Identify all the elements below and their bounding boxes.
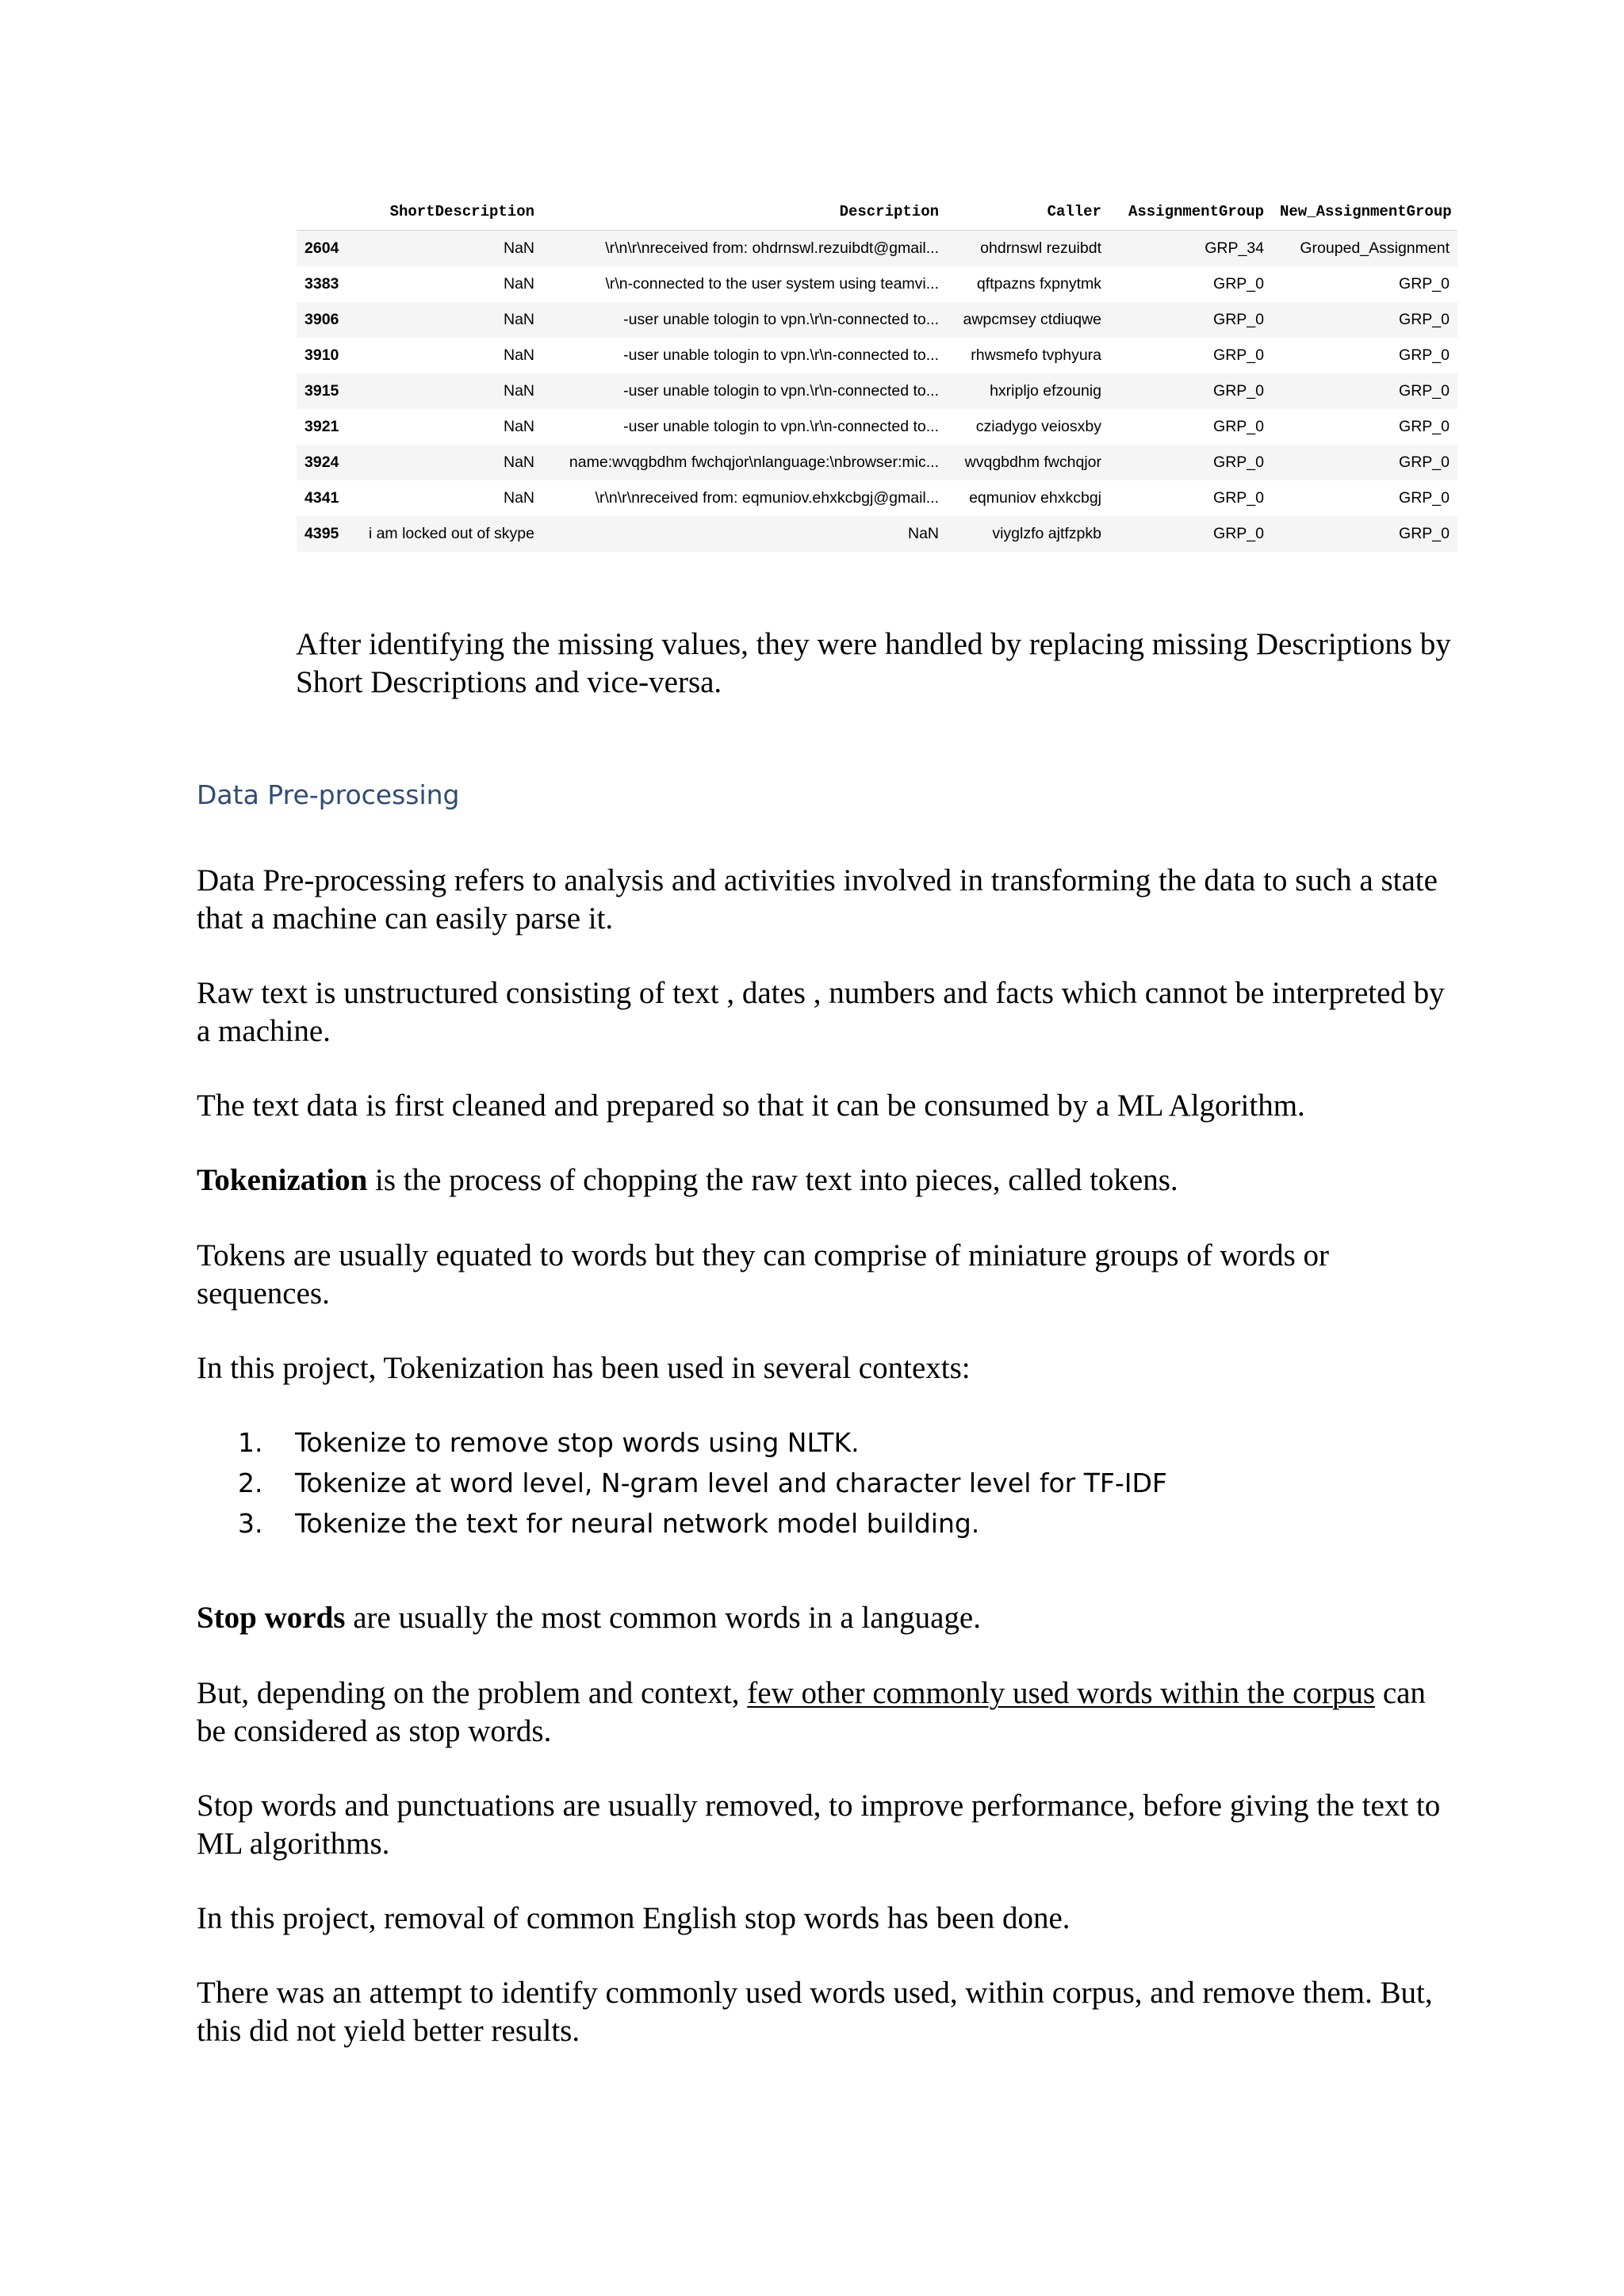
header-row [297, 193, 1457, 231]
cell-shortdescription: NaN [503, 311, 534, 328]
list-item [238, 1463, 1167, 1503]
table-row [297, 373, 1457, 409]
cell-caller: rhwsmefo tvphyura [971, 346, 1101, 364]
paragraph-stop-words [197, 1599, 1450, 1637]
table-row [297, 516, 1457, 552]
list-item-text: Tokenize at word level, N-gram level and character level for TF-IDF [295, 1468, 1167, 1498]
cell-description: \r\n\r\nreceived from: ohdrnswl.rezuibdt@gmail... [605, 239, 939, 257]
cell-new-assignmentgroup: GRP_0 [1399, 453, 1450, 471]
cell-shortdescription: NaN [503, 275, 534, 293]
cell-shortdescription: NaN [503, 346, 534, 364]
cell-assignmentgroup: GRP_0 [1213, 275, 1264, 293]
paragraph-tokenization [197, 1161, 1450, 1200]
cell-assignmentgroup: GRP_0 [1213, 525, 1264, 542]
row-index: 3921 [304, 418, 339, 435]
cell-caller: wvqgbdhm fwchqjor [964, 453, 1101, 471]
cell-new-assignmentgroup: GRP_0 [1399, 346, 1450, 364]
cell-assignmentgroup: GRP_0 [1213, 311, 1264, 328]
cell-description: -user unable tologin to vpn.\r\n-connected to... [623, 311, 939, 328]
stop-words-definition: are usually the most common words in a language. [345, 1601, 981, 1635]
cell-description: NaN [907, 525, 939, 542]
cell-caller: awpcmsey ctdiuqwe [963, 311, 1101, 328]
row-index: 4395 [304, 525, 339, 542]
list-item-text: Tokenize to remove stop words using NLTK. [295, 1427, 860, 1458]
table-header [297, 193, 1457, 231]
list-item-number: 1. [238, 1427, 263, 1458]
missing-values-note: After identifying the missing values, they were handled by replacing missing Descriptions by Short Descriptions and vice-versa. [296, 627, 1451, 699]
row-index: 3915 [304, 382, 339, 400]
cell-new-assignmentgroup: GRP_0 [1399, 418, 1450, 435]
table-row [297, 302, 1457, 338]
cell-shortdescription: NaN [503, 239, 534, 257]
paragraph-attempt: There was an attempt to identify commonly used words used, within corpus, and remove them. But, this did not yield better results. [197, 1976, 1433, 2048]
list-item-number: 2. [238, 1468, 263, 1498]
shortdescription-header: ShortDescription [389, 203, 534, 220]
row-index: 3906 [304, 311, 339, 328]
cell-new-assignmentgroup: GRP_0 [1399, 489, 1450, 507]
assignmentgroup-header: AssignmentGroup [1128, 203, 1264, 220]
paragraph-tokens: Tokens are usually equated to words but they can comprise of miniature groups of words or sequences. [197, 1238, 1329, 1311]
tokenization-context-list [238, 1422, 1167, 1544]
cell-new-assignmentgroup: GRP_0 [1399, 311, 1450, 328]
cell-assignmentgroup: GRP_0 [1213, 453, 1264, 471]
context-stop-words-start: But, depending on the problem and context, [197, 1676, 748, 1710]
cell-shortdescription: NaN [503, 418, 534, 435]
caller-header: Caller [1047, 203, 1101, 220]
tokenization-definition: is the process of chopping the raw text into pieces, called tokens. [367, 1163, 1178, 1197]
context-stop-words-underlined: few other commonly used words within the corpus [747, 1676, 1376, 1710]
table-row [297, 266, 1457, 302]
cell-caller: viyglzfo ajtfzpkb [992, 525, 1101, 542]
cell-new-assignmentgroup: Grouped_Assignment [1300, 239, 1450, 257]
cell-new-assignmentgroup: GRP_0 [1399, 525, 1450, 542]
row-index: 3924 [304, 453, 339, 471]
cell-description: \r\n\r\nreceived from: eqmuniov.ehxkcbgj@gmail... [595, 489, 939, 507]
cell-description: -user unable tologin to vpn.\r\n-connected to... [623, 346, 939, 364]
row-index: 3910 [304, 346, 339, 364]
context-stop-words-end: can be considered as stop words. [197, 1676, 1426, 1748]
index-header [297, 193, 352, 231]
table-row [297, 231, 1457, 267]
cell-shortdescription: NaN [503, 382, 534, 400]
cell-caller: qftpazns fxpnytmk [976, 275, 1101, 293]
table-row [297, 480, 1457, 516]
paragraph-raw-text: Raw text is unstructured consisting of text , dates , numbers and facts which cannot be interpreted by a machine. [197, 976, 1445, 1048]
cell-caller: ohdrnswl rezuibdt [980, 239, 1101, 257]
section-heading: Data Pre-processing [197, 779, 460, 810]
cell-assignmentgroup: GRP_0 [1213, 418, 1264, 435]
cell-description: -user unable tologin to vpn.\r\n-connected to... [623, 382, 939, 400]
list-item-number: 3. [238, 1508, 263, 1539]
cell-description: -user unable tologin to vpn.\r\n-connected to... [623, 418, 939, 435]
cell-caller: cziadygo veiosxby [975, 418, 1101, 435]
list-item [238, 1503, 1167, 1544]
row-index: 2604 [304, 239, 339, 257]
new-assignmentgroup-header: New_AssignmentGroup [1280, 203, 1452, 220]
row-index: 4341 [304, 489, 339, 507]
cell-description: name:wvqgbdhm fwchqjor\nlanguage:\nbrowser:mic... [569, 453, 939, 471]
cell-assignmentgroup: GRP_0 [1213, 382, 1264, 400]
stop-words-term: Stop words [197, 1601, 346, 1635]
paragraph-definition: Data Pre-processing refers to analysis and activities involved in transforming the data to such a state that a machine can easily parse it. [197, 863, 1438, 936]
paragraph-removal: Stop words and punctuations are usually removed, to improve performance, before giving the text to ML algorithms. [197, 1789, 1441, 1861]
cell-description: \r\n-connected to the user system using teamvi... [605, 275, 939, 293]
paragraph-context-stop-words [197, 1674, 1450, 1751]
description-header: Description [839, 203, 939, 220]
table-row [297, 445, 1457, 480]
cell-new-assignmentgroup: GRP_0 [1399, 275, 1450, 293]
table-row [297, 338, 1457, 373]
cell-assignmentgroup: GRP_34 [1205, 239, 1264, 257]
cell-assignmentgroup: GRP_0 [1213, 489, 1264, 507]
paragraph-english-stop-words: In this project, removal of common English stop words has been done. [197, 1901, 1071, 1935]
cell-caller: eqmuniov ehxkcbgj [969, 489, 1101, 507]
cell-assignmentgroup: GRP_0 [1213, 346, 1264, 364]
cell-new-assignmentgroup: GRP_0 [1399, 382, 1450, 400]
list-item-text: Tokenize the text for neural network model building. [295, 1508, 980, 1539]
cell-shortdescription: i am locked out of skype [368, 525, 534, 542]
paragraph-contexts: In this project, Tokenization has been used in several contexts: [197, 1351, 971, 1385]
row-index: 3383 [304, 275, 339, 293]
table-row [297, 409, 1457, 445]
cell-shortdescription: NaN [503, 489, 534, 507]
cell-caller: hxripljo efzounig [990, 382, 1101, 400]
tokenization-term: Tokenization [197, 1163, 368, 1197]
cell-shortdescription: NaN [503, 453, 534, 471]
table-body [297, 231, 1457, 553]
list-item [238, 1422, 1167, 1463]
paragraph-cleaning: The text data is first cleaned and prepared so that it can be consumed by a ML Algorithm. [197, 1089, 1305, 1123]
missing-values-table-container [297, 193, 1457, 552]
missing-values-table [297, 193, 1457, 552]
